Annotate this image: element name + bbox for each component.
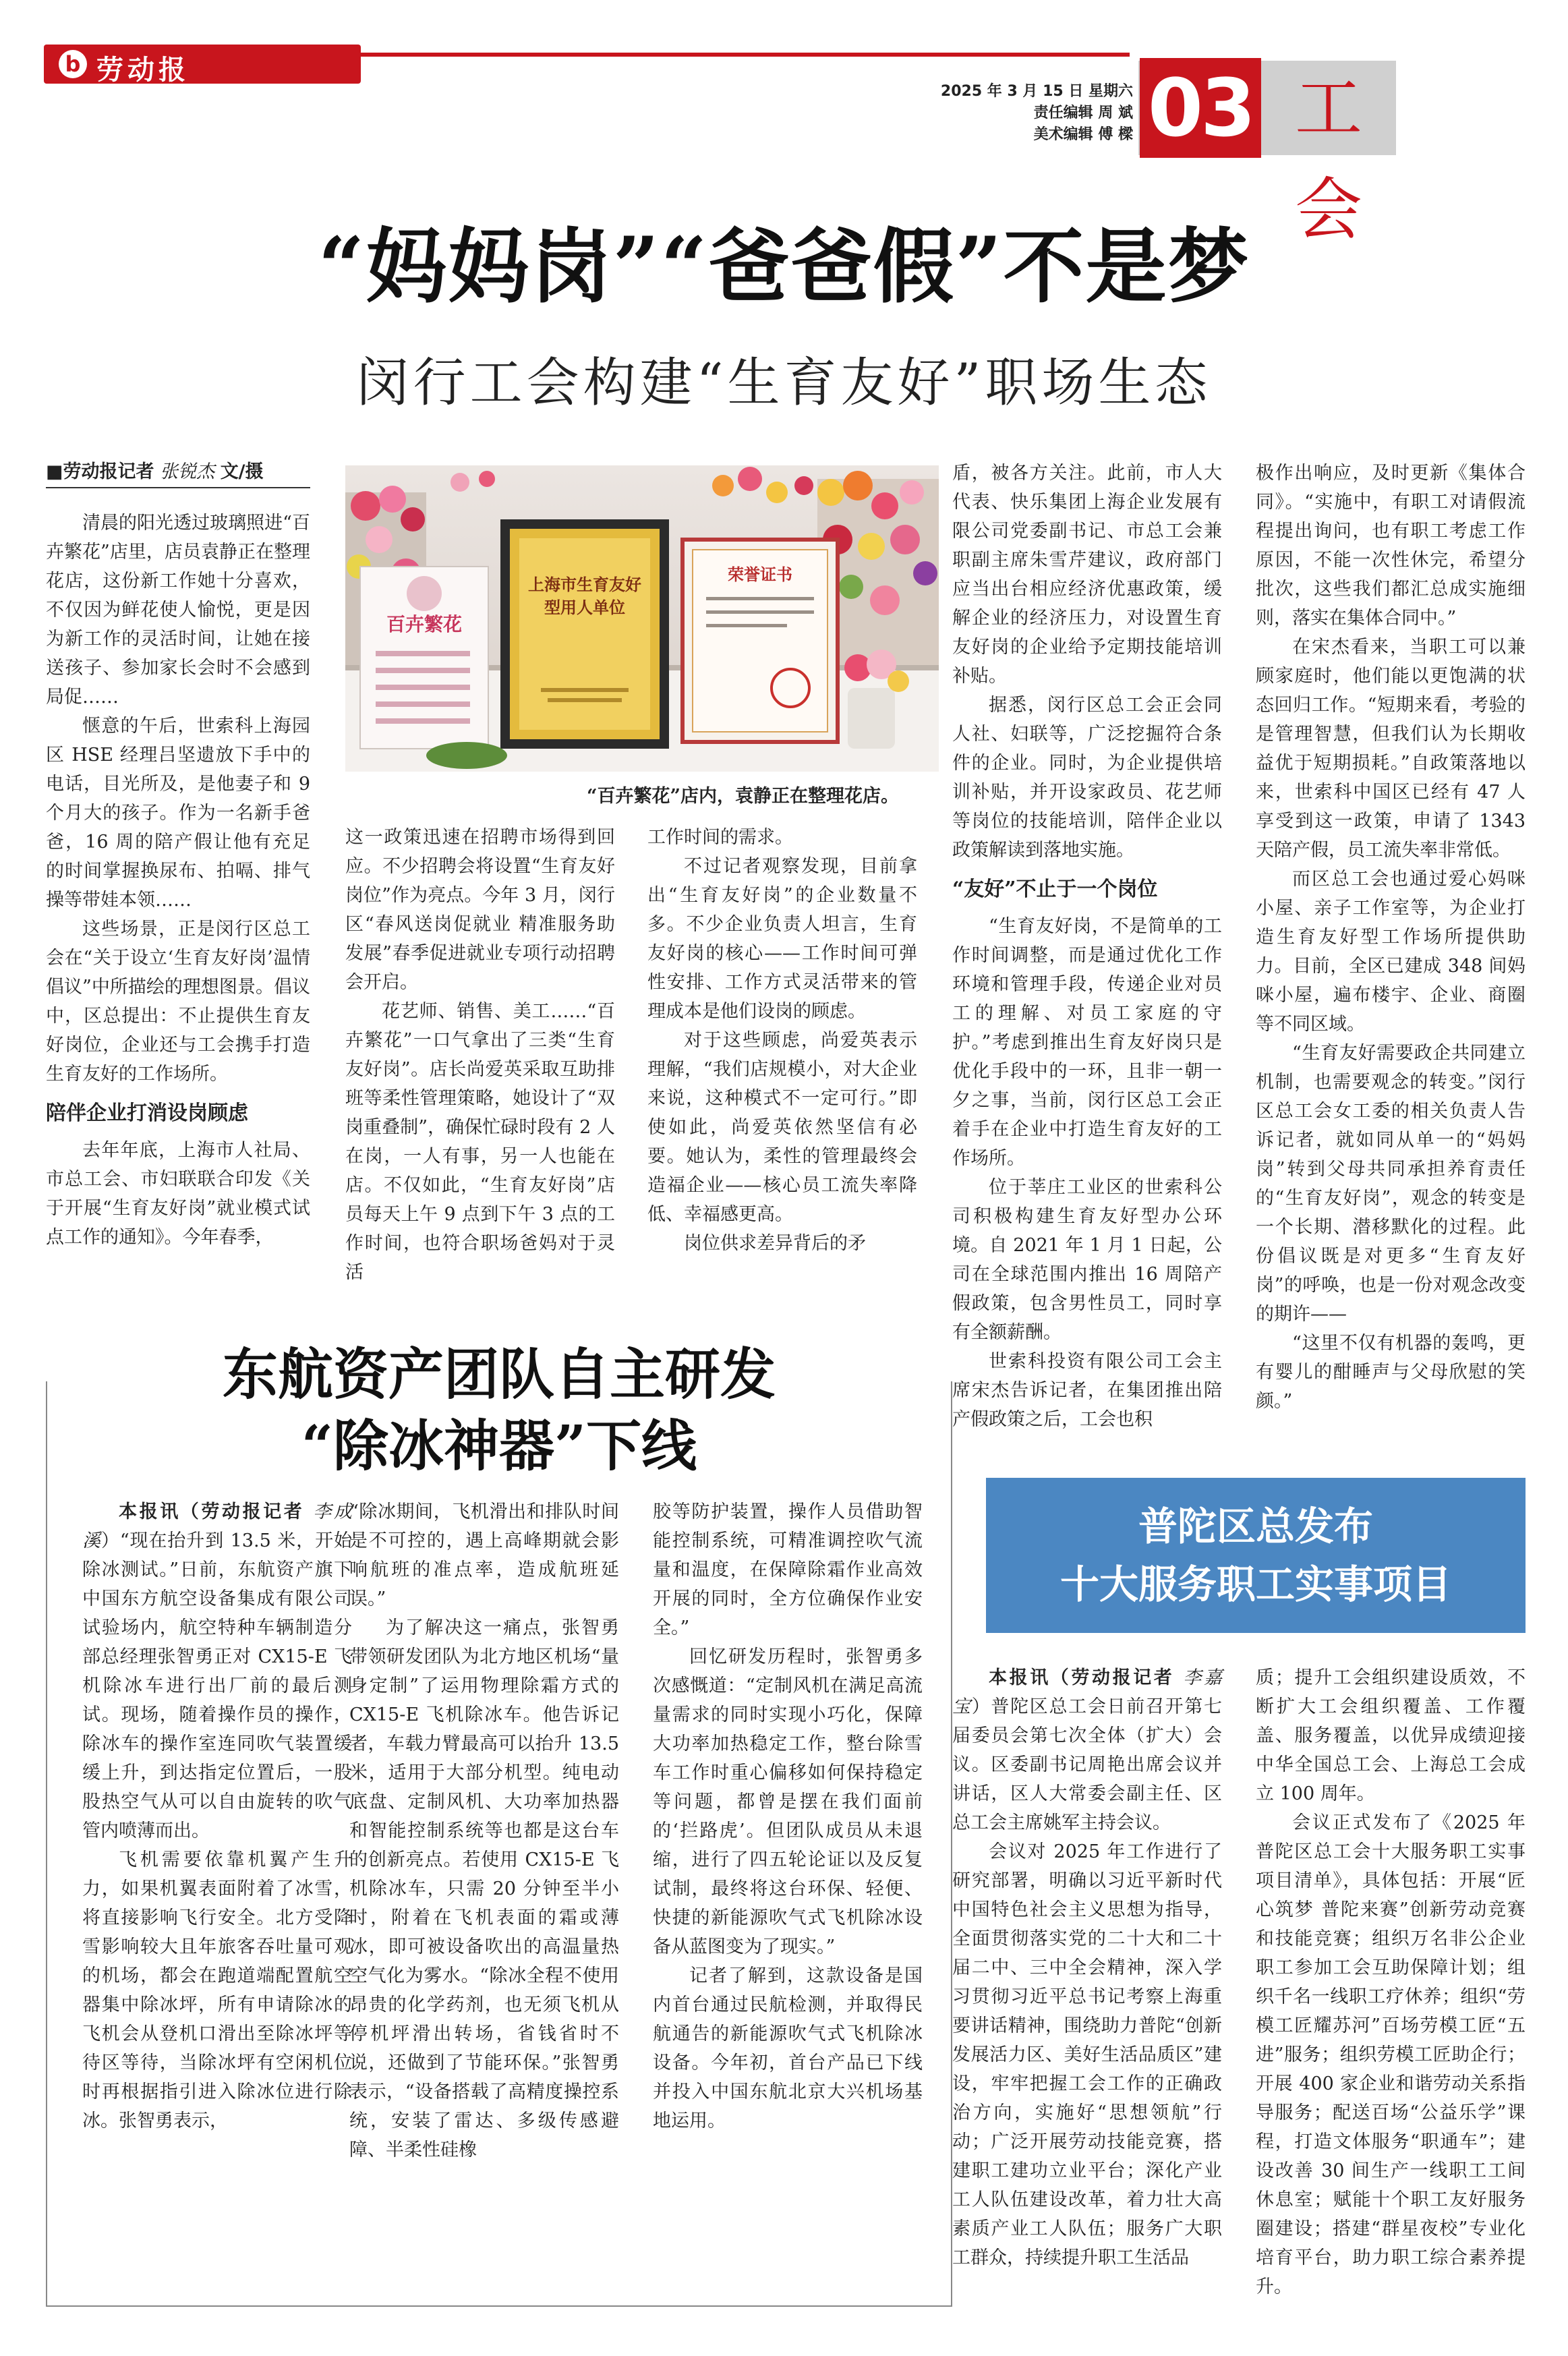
page-number: 03 — [1140, 58, 1261, 158]
paragraph: 为了解决这一痛点，张智勇带领研发团队为北方地区机场“量身定制”了运用物理除霜方式的 CX15-E 飞机除冰车。他告诉记者，车载力臂最高可以抬升 13.5 米，适用于大部分机型。纯电动底盘、定制风机、大功率加热器和智能控制系统等也都是这台车的创新亮点。若使用 CX15-E 飞机除冰车，只需 20 分钟至半小时，附着在飞机表面的霜或薄冰，即可被设备吹出的高温量热空气化为雾水。“除冰全程不使用昂贵的化学药剂，也无须飞机从停机坪滑出转场，省钱省时不说，还做到了节能环保。”张智勇表示，“设备搭载了高精度操控系统，安装了雷达、多级传感避障、半柔性硅橡 — [349, 1617, 619, 2160]
art-editor: 美术编辑 傅 樑 — [1033, 126, 1133, 143]
section-subheading: “友好”不止于一个岗位 — [952, 878, 1158, 901]
paragraph: 花艺师、销售、美工……“百卉繁花”一口气拿出了三类“生育友好岗”。店长尚爱英采取互助排班等柔性管理策略，她设计了“双岗重叠制”，确保忙碌时段有 2 人在岗，一人有事，另一人也能在店。不仅如此，“生育友好岗”店员每天上午 9 点到下午 3 点的工作时间，也符合职场爸妈对于灵活 — [345, 1001, 615, 1283]
paragraph: 质；提升工会组织建设质效，不断扩大工会组织覆盖、工作覆盖、服务覆盖，以优异成绩迎接中华全国总工会、上海总工会成立 100 周年。 — [1256, 1667, 1526, 1804]
flower-shop-photo — [345, 465, 939, 772]
article1-column-3 — [647, 823, 917, 1258]
paragraph: 对于这些顾虑，尚爱英表示理解，“我们店规模小，对大企业来说，这种模式不一定可行。”即使如此，尚爱英依然坚信有必要。她认为，柔性的管理最终会造福企业——核心员工流失率降低、幸福感更高。 — [647, 1030, 917, 1225]
article2-headline — [54, 1339, 944, 1482]
paragraph: 这些场景，正是闵行区总工会在“关于设立‘生育友好岗’温情倡议”中所描绘的理想图景。倡议中，区总提出：不止提供生育友好岗位，企业还与工会携手打造生育友好的工作场所。 — [46, 919, 310, 1085]
flower-shop-photo-illustration — [345, 465, 939, 772]
article2-headline-line2: “除冰神器”下线 — [301, 1414, 697, 1478]
paragraph: 在宋杰看来，当职工可以兼顾家庭时，他们能以更饱满的状态回归工作。“短期来看，考验的是管理智慧，但我们认为长期收益优于短期损耗。”自政策落地以来，世索科中国区已经有 47 人享受到这一政策，申请了 1343 天陪产假，员工流失率非常低。 — [1256, 637, 1526, 861]
article2-column-3 — [653, 1497, 923, 2135]
paragraph: 会议对 2025 年工作进行了研究部署，明确以习近平新时代中国特色社会主义思想为指导，全面贯彻落实党的二十大和二十届二中、三中全会精神，深入学习贯彻习近平总书记考察上海重要讲话精神，围绕助力普陀“创新发展活力区、美好生活品质区”建设，牢牢把握工会工作的正确政治方向，实施好“思想领航”行动；广泛开展劳动技能竞赛，搭建职工建功立业平台；深化产业工人队伍建设改革，着力壮大高素质产业工人队伍；服务广大职工群众，持续提升职工生活品 — [952, 1841, 1222, 2268]
issue-date: 2025 年 3 月 15 日 星期六 — [940, 83, 1133, 100]
paragraph: 极作出响应，及时更新《集体合同》。“实施中，有职工对请假流程提出询问，也有职工考虑工作原因，不能一次性休完，希望分批次，这些我们都汇总成实施细则，落实在集体合同中。” — [1256, 463, 1526, 629]
article3-column-1 — [952, 1663, 1222, 2272]
newspaper-logo-icon: b — [59, 50, 87, 78]
article1-column-5 — [1256, 459, 1526, 1416]
paragraph: 本报讯（劳动报记者 李嘉宝）普陀区总工会日前召开第七届委员会第七次全体（扩大）会议。区委副书记周艳出席会议并讲话，区人大常委会副主任、区总工会主席姚军主持会议。 — [952, 1667, 1223, 1833]
shop-sign-brand: 百卉繁花 — [386, 613, 463, 635]
paragraph: 会议正式发布了《2025 年普陀区总工会十大服务职工实事项目清单》，具体包括：开展“匠心筑梦 普陀来赛”创新劳动竞赛和技能竞赛；组织万名非公企业职工参加工会互助保障计划；组织千名一线职工疗休养；组织“劳模工匠耀苏河”百场劳模工匠“五进”服务；组织劳模工匠助企行；开展 400 家企业和谐劳动关系指导服务；配送百场“公益乐学”课程，打造文体服务“职通车”；建设改善 30 间生产一线职工工间休息室；赋能十个职工友好服务圈建设；搭建“群星夜校”专业化培育平台，助力职工综合素养提升。 — [1256, 1812, 1526, 2297]
paragraph: “生育友好岗，不是简单的工作时间调整，而是通过优化工作环境和管理手段，传递企业对员工的理解、对员工家庭的守护。”考虑到推出生育友好岗只是优化手段中的一环，且非一朝一夕之事，当前，闵行区总工会正着手在企业中打造生育友好的工作场所。 — [952, 916, 1222, 1169]
article2-column-1 — [82, 1497, 352, 2135]
paragraph: “除冰期间，飞机滑出和排队时间是不可控的，遇上高峰期就会影响航班的准点率，造成航班延误。” — [349, 1501, 619, 1609]
paragraph: 位于莘庄工业区的世索科公司积极构建生育友好型办公环境。自 2021 年 1 月 1 日起，公司在全球范围内推出 16 周陪产假政策，包含男性员工，同时享有全额薪酬。 — [952, 1177, 1222, 1343]
paragraph: 据悉，闵行区总工会正会同人社、妇联等，广泛挖掘符合条件的企业。同时，为企业提供培训补贴，并开设家政员、花艺师等岗位的技能培训，陪伴企业以政策解读到落地实施。 — [952, 695, 1222, 861]
paragraph: 而区总工会也通过爱心妈咪小屋、亲子工作室等，为企业打造生育友好型工作场所提供助力。目前，全区已建成 348 间妈咪小屋，遍布楼宇、企业、商圈等不同区域。 — [1256, 869, 1526, 1035]
article2-headline-line1: 东航资产团队自主研发 — [202, 1339, 796, 1410]
article3-headline-box — [986, 1478, 1526, 1633]
article1-column-1 — [46, 459, 310, 1252]
paragraph: “生育友好需要政企共同建立机制，也需要观念的转变。”闵行区总工会女工委的相关负责人告诉记者，就如同从单一的“妈妈岗”转到父母共同承担养育责任的“生育友好岗”，观念的转变是一个长期、潜移默化的过程。此份倡议既是对更多“生育友好岗”的呼唤，也是一份对观念改变的期许—— — [1256, 1043, 1526, 1325]
paragraph: 胶等防护装置，操作人员借助智能控制系统，可精准调控吹气流量和温度，在保障除霜作业高效开展的同时，全方位确保作业安全。” — [653, 1501, 923, 1638]
paragraph: 去年年底，上海市人社局、市总工会、市妇联联合印发《关于开展“生育友好岗”就业模式试点工作的通知》。今年春季， — [46, 1140, 310, 1248]
paragraph: 回忆研发历程时，张智勇多次感慨道：“定制风机在满足高流量需求的同时实现小巧化，保障大功率加热稳定工作，整台除雪车工作时重心偏移如何保持稳定等问题，都曾是摆在我们面前的‘拦路虎’。但团队成员从未退缩，进行了四五轮论证以及反复试制，最终将这台环保、轻便、快捷的新能源吹气式飞机除冰设备从蓝图变为了现实。” — [653, 1646, 923, 1957]
edition-info — [931, 81, 1133, 146]
masthead-logo-bar — [44, 45, 361, 84]
section-name: 工会 — [1295, 69, 1362, 249]
newspaper-name: 劳动报 — [96, 54, 190, 86]
masthead-rule — [361, 53, 1130, 57]
certificate-title: 荣誉证书 — [728, 565, 792, 584]
byline: ■劳动报记者 张锐杰 文/摄 — [46, 459, 310, 488]
paragraph: 世索科投资有限公司工会主席宋杰告诉记者，在集团推出陪产假政策之后，工会也积 — [952, 1351, 1222, 1430]
article1-column-2 — [345, 823, 615, 1287]
paragraph: 这一政策迅速在招聘市场得到回应。不少招聘会将设置“生育友好岗位”作为亮点。今年 3 月，闵行区“春风送岗促就业 精准服务助发展”春季促进就业专项行动招聘会开启。 — [345, 827, 615, 993]
paragraph: 飞机需要依靠机翼产生升力，如果机翼表面附着了冰雪，将直接影响飞行安全。北方受降雪影响较大且年旅客吞吐量可观的机场，都会在跑道端配置航空器集中除冰坪，所有申请除冰的飞机会从登机口滑出至除冰坪等待区等待，当除冰坪有空闲机位时再根据指引进入除冰位进行除冰。张智勇表示， — [82, 1849, 352, 2131]
paragraph: 本报讯（劳动报记者 李成溪）“现在抬升到 13.5 米，开始除冰测试。”日前，东航资产旗下中国东方航空设备集成有限公司试验场内，航空特种车辆制造分部总经理张智勇正对 CX15-E 飞机除冰车进行出厂前的最后测试。现场，随着操作员的操作，除冰车的操作室连同吹气装置缓缓上升，到达指定位置后，一股股热空气从可以自由旋转的吹气管内喷薄而出。 — [82, 1501, 353, 1841]
paragraph: 工作时间的需求。 — [647, 827, 793, 848]
plaque-text: 上海市生育友好型用人单位 — [528, 575, 641, 617]
article2-column-2 — [349, 1497, 619, 2164]
headline-subtitle: 闵行工会构建“生育友好”职场生态 — [356, 353, 1212, 413]
section-subheading: 陪伴企业打消设岗顾虑 — [46, 1101, 248, 1125]
photo-caption: “百卉繁花”店内，袁静正在整理花店。 — [587, 786, 900, 807]
article3-column-2 — [1256, 1663, 1526, 2301]
paragraph: 盾，被各方关注。此前，市人大代表、快乐集团上海企业发展有限公司党委副书记、市总工会兼职副主席朱雪芹建议，政府部门应当出台相应经济优惠政策，缓解企业的经济压力，对设置生育友好岗的企业给予定期技能培训补贴。 — [952, 463, 1222, 687]
article3-headline-line1: 普陀区总发布 — [1138, 1503, 1373, 1549]
headline-main: “妈妈岗”“爸爸假”不是梦 — [318, 219, 1250, 314]
paragraph: 惬意的午后，世索科上海园区 HSE 经理吕坚遗放下手中的电话，目光所及，是他妻子和 9 个月大的孩子。作为一名新手爸爸，16 周的陪产假让他有充足的时间掌握换尿布、拍嗝、排气操等带娃本领…… — [46, 716, 310, 911]
responsible-editor: 责任编辑 周 斌 — [1033, 105, 1133, 121]
paragraph: 不过记者观察发现，目前拿出“生育友好岗”的企业数量不多。不少企业负责人坦言，生育友好岗的核心——工作时间可弹性安排、工作方式灵活带来的管理成本是他们设岗的顾虑。 — [647, 856, 917, 1022]
paragraph: 岗位供求差异背后的矛 — [684, 1233, 866, 1254]
article3-headline-line2: 十大服务职工实事项目 — [1059, 1561, 1451, 1607]
paragraph: 记者了解到，这款设备是国内首台通过民航检测，并取得民航通告的新能源吹气式飞机除冰设备。今年初，首台产品已下线并投入中国东航北京大兴机场基地运用。 — [653, 1965, 923, 2131]
article1-column-4 — [952, 459, 1222, 1434]
paragraph: “这里不仅有机器的轰鸣，更有婴儿的酣睡声与父母欣慰的笑颜。” — [1256, 1333, 1526, 1412]
paragraph: 清晨的阳光透过玻璃照进“百卉繁花”店里，店员袁静正在整理花店，这份新工作她十分喜欢，不仅因为鲜花使人愉悦，更是因为新工作的灵活时间，让她在接送孩子、参加家长会时不会感到局促…… — [46, 513, 310, 708]
